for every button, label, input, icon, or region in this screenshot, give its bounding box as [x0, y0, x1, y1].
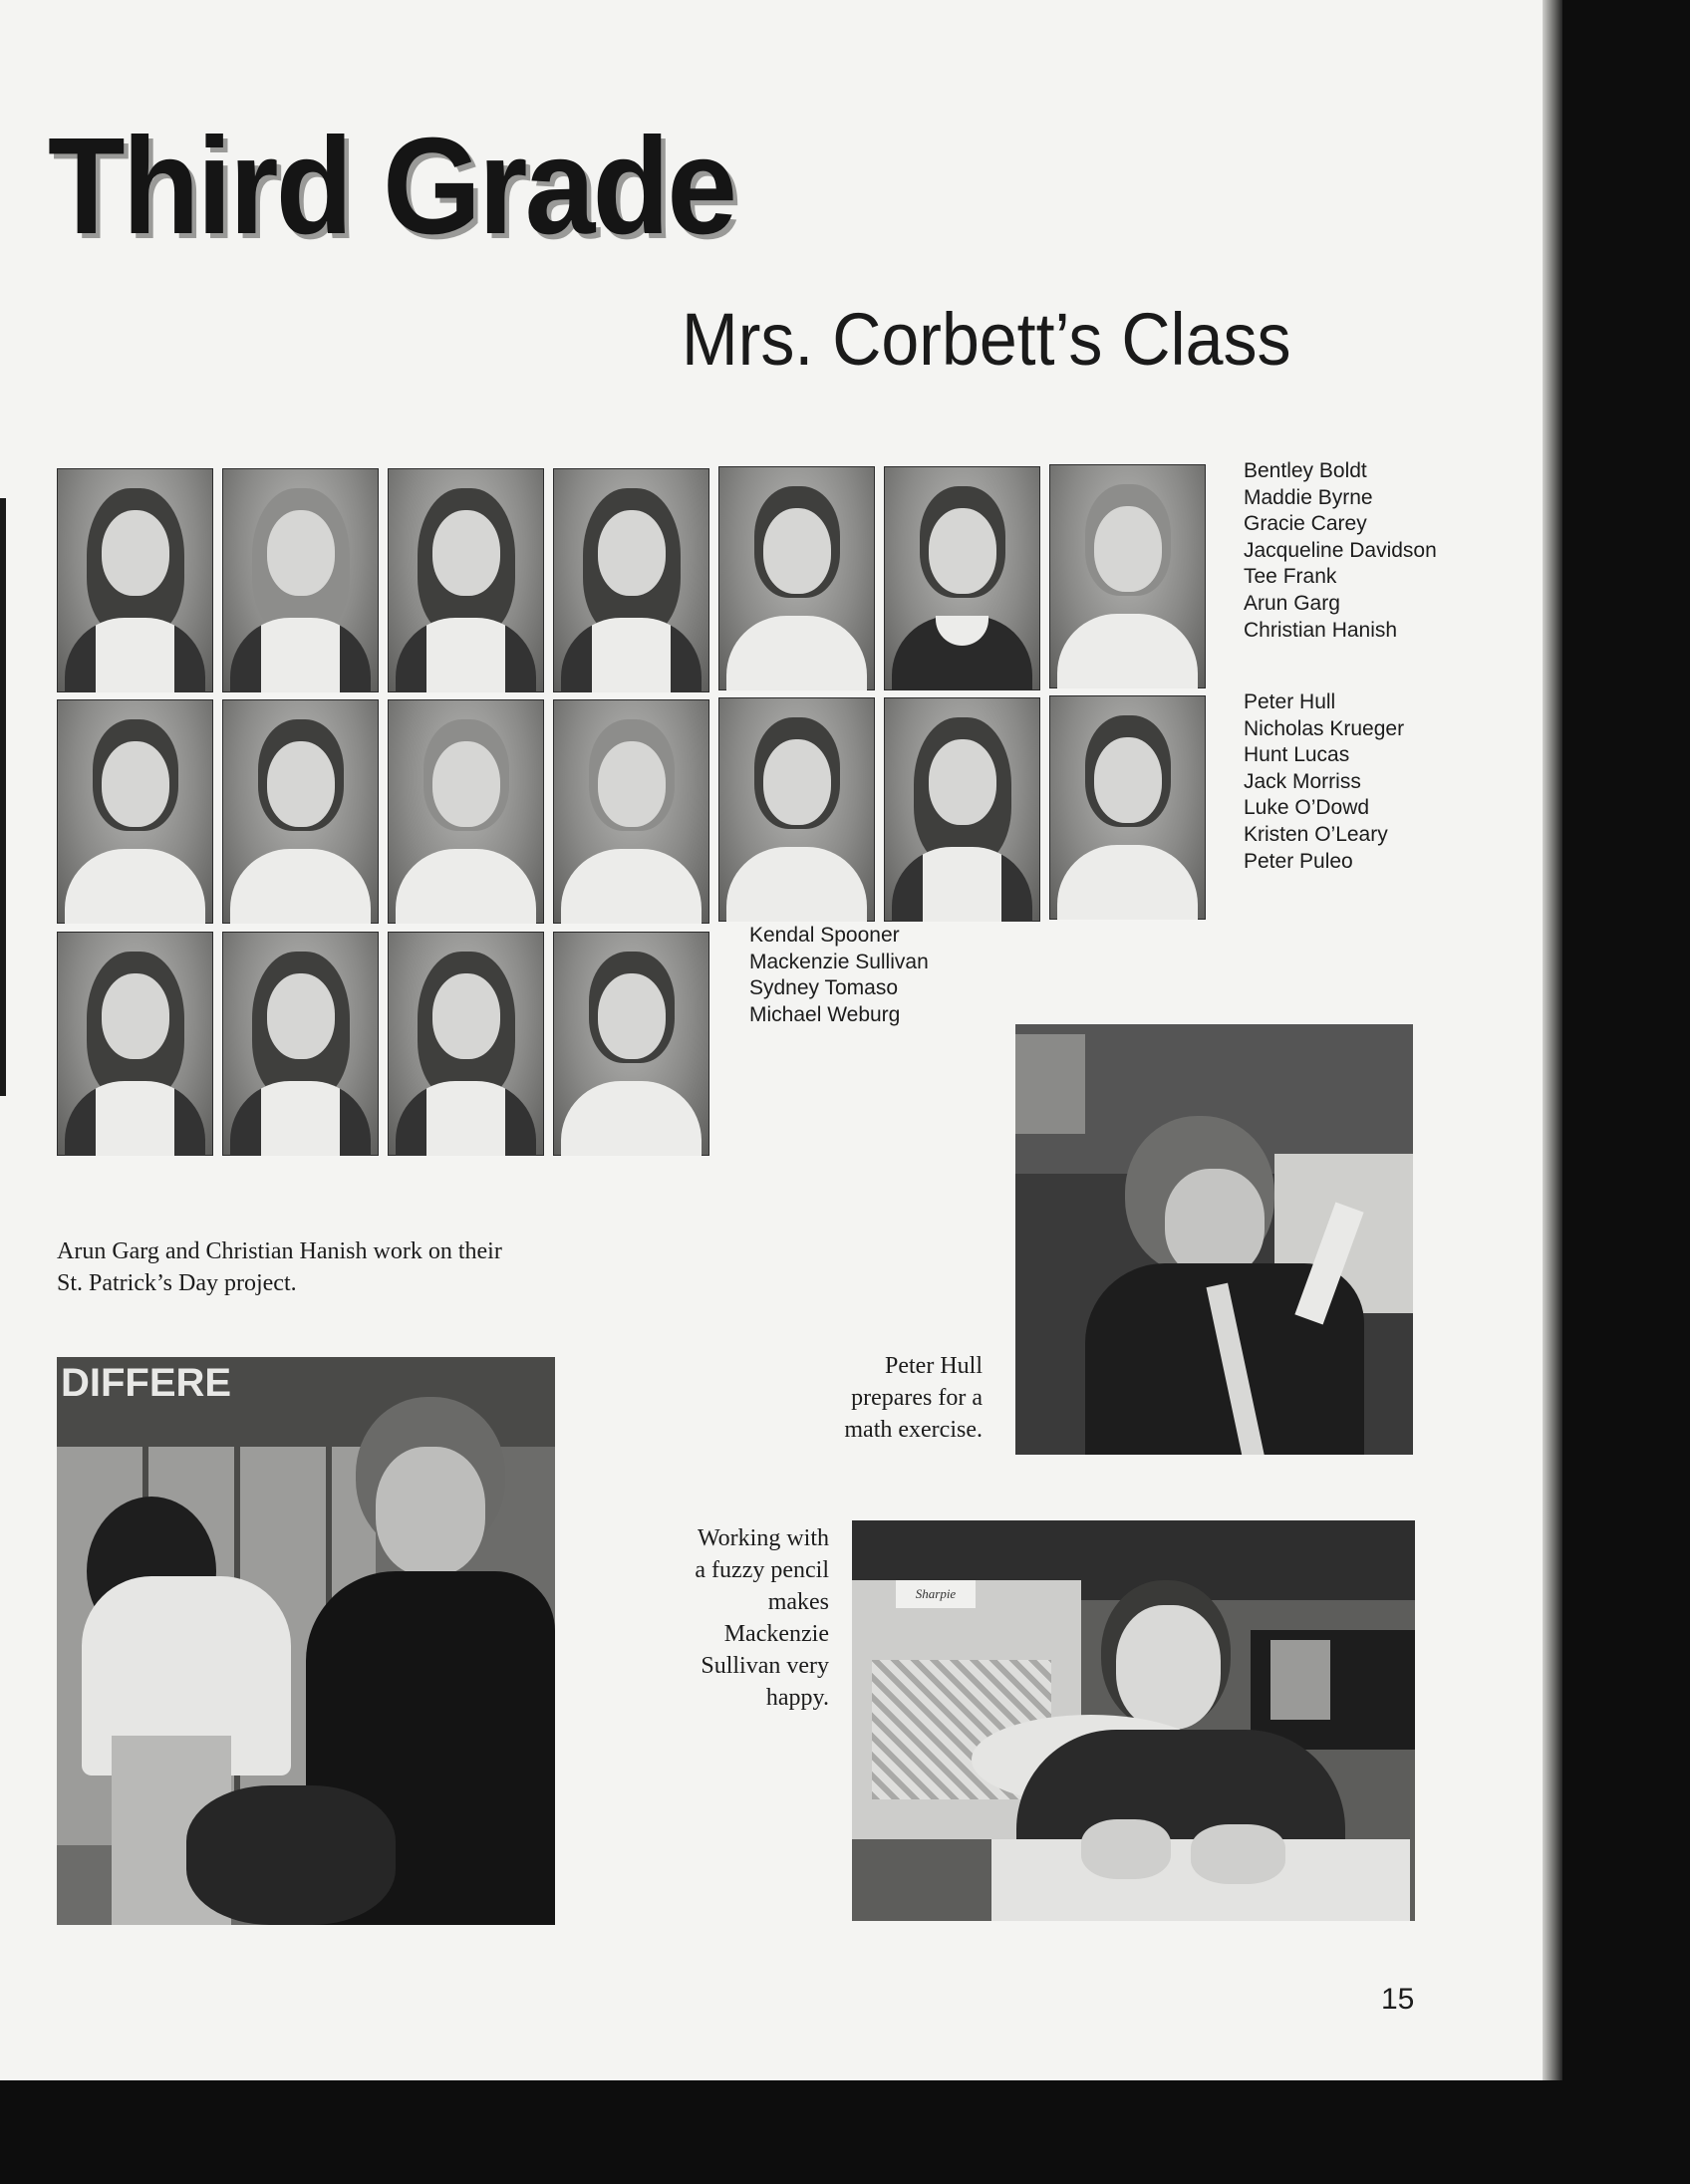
caption-line: Mackenzie [723, 1621, 829, 1647]
student-name: Tee Frank [1244, 565, 1337, 589]
student-name: Gracie Carey [1244, 512, 1367, 536]
caption-line: happy. [765, 1685, 829, 1711]
student-name: Nicholas Krueger [1244, 716, 1405, 740]
caption-line: math exercise. [844, 1417, 983, 1443]
roster-list-row-1 [1244, 458, 1437, 644]
student-portrait [388, 699, 544, 924]
student-portrait [884, 466, 1040, 690]
caption-line: Sullivan very [701, 1653, 829, 1679]
student-name: Sydney Tomaso [749, 976, 899, 1000]
student-portrait [222, 468, 379, 692]
student-name: Michael Weburg [749, 1002, 901, 1026]
student-portrait [553, 932, 709, 1156]
student-portrait [57, 932, 213, 1156]
page-edge-shadow [1543, 0, 1562, 2080]
student-portrait [718, 466, 875, 690]
student-name: Kendal Spooner [749, 924, 900, 947]
student-portrait [718, 697, 875, 922]
student-name: Luke O’Dowd [1244, 796, 1370, 820]
roster-list-row-2 [1244, 689, 1404, 875]
pencil-box-label: Sharpie [896, 1580, 976, 1608]
photo-mackenzie-sullivan [852, 1520, 1415, 1921]
student-portrait [553, 699, 709, 924]
page-title: Third Grade [48, 110, 735, 263]
student-name: Mackenzie Sullivan [749, 950, 929, 973]
student-name: Bentley Boldt [1244, 459, 1367, 482]
caption-line: Working with [697, 1525, 829, 1551]
student-name: Peter Puleo [1244, 849, 1353, 873]
caption-line: St. Patrick’s Day project. [57, 1270, 297, 1296]
student-portrait [884, 697, 1040, 922]
caption-peter-hull [777, 1350, 983, 1446]
student-portrait [553, 468, 709, 692]
student-name: Peter Hull [1244, 690, 1336, 713]
student-portrait [57, 468, 213, 692]
banner-text: DIFFERE [61, 1361, 232, 1405]
caption-line: a fuzzy pencil [695, 1557, 829, 1583]
student-name: Jacqueline Davidson [1244, 538, 1437, 562]
caption-line: Peter Hull [885, 1353, 983, 1379]
student-portrait [388, 468, 544, 692]
caption-arun-christian [57, 1235, 575, 1299]
roster-list-row-3 [749, 923, 929, 1028]
class-subtitle: Mrs. Corbett’s Class [682, 298, 1291, 381]
photo-peter-hull [1015, 1024, 1413, 1455]
student-name: Arun Garg [1244, 591, 1340, 615]
photo-arun-christian [57, 1357, 555, 1925]
caption-line: prepares for a [851, 1385, 983, 1411]
student-portrait [1049, 464, 1206, 688]
student-portrait [57, 699, 213, 924]
student-portrait [222, 932, 379, 1156]
student-name: Christian Hanish [1244, 618, 1398, 642]
student-portrait [388, 932, 544, 1156]
student-name: Maddie Byrne [1244, 485, 1373, 509]
student-portrait [222, 699, 379, 924]
student-portrait [1049, 695, 1206, 920]
student-name: Jack Morriss [1244, 769, 1361, 793]
student-name: Kristen O’Leary [1244, 822, 1388, 846]
caption-mackenzie [618, 1522, 829, 1714]
caption-line: Arun Garg and Christian Hanish work on their [57, 1238, 502, 1264]
page-number: 15 [1381, 1983, 1415, 2016]
caption-line: makes [767, 1589, 829, 1615]
student-name: Hunt Lucas [1244, 743, 1350, 767]
binding-shadow [0, 498, 6, 1096]
